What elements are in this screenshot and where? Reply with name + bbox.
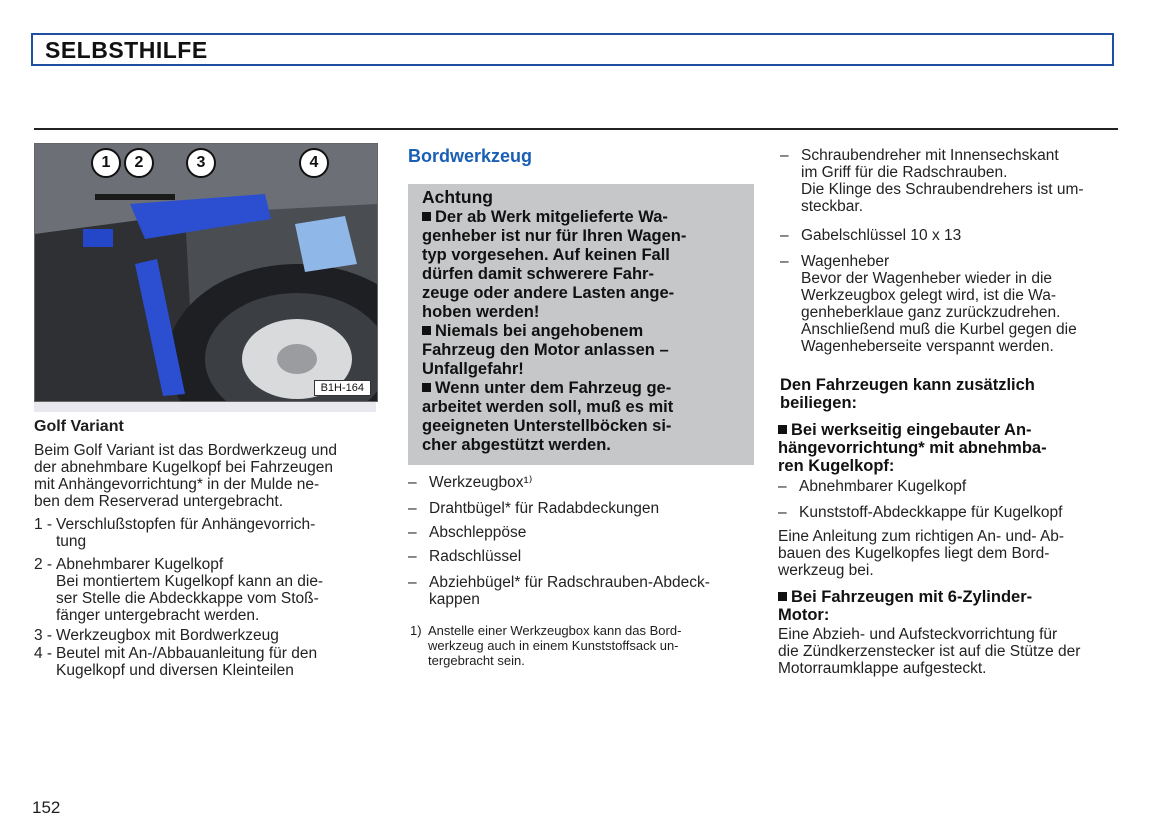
dash: –: [408, 474, 417, 491]
warning-line: Unfallgefahr!: [422, 360, 524, 378]
heading-line: ren Kugelkopf:: [778, 457, 895, 475]
footnote-line: Anstelle einer Werkzeugbox kann das Bord-: [428, 623, 682, 638]
chapter-title: SELBSTHILFE: [45, 37, 208, 63]
warning-line: Niemals bei angehobenem: [435, 322, 644, 340]
warning-line: Fahrzeug den Motor anlassen –: [422, 341, 669, 359]
dash: –: [408, 524, 417, 541]
warning-line: Wenn unter dem Fahrzeug ge-: [435, 379, 672, 397]
list-text: Drahtbügel* für Radabdeckungen: [429, 500, 660, 517]
callout-2: 2: [124, 148, 154, 178]
warning-line: geeigneten Unterstellböcken si-: [422, 417, 672, 435]
dash: –: [408, 548, 417, 565]
warning-line: genheber ist nur für Ihren Wagen-: [422, 227, 687, 245]
hitch-list: [778, 478, 1123, 528]
caption-title: Golf Variant: [34, 418, 124, 435]
legend-text: Bei montiertem Kugelkopf kann an die-: [56, 573, 324, 590]
list-text: Wagenheberseite verspannt werden.: [801, 338, 1054, 355]
legend-text: Kugelkopf und diversen Kleinteilen: [56, 662, 294, 679]
trunk-drawing: [35, 144, 377, 401]
list-text: Schraubendreher mit Innensechskant: [801, 147, 1059, 164]
intro-line: mit Anhängevorrichtung* in der Mulde ne-: [34, 476, 320, 493]
warning-para-3: [422, 379, 740, 455]
list-text: Kunststoff-Abdeckkappe für Kugelkopf: [799, 504, 1063, 521]
heading-line: Motor:: [778, 606, 830, 624]
list-text: Gabelschlüssel 10 x 13: [801, 227, 962, 244]
list-text: Abnehmbarer Kugelkopf: [799, 478, 967, 495]
list-text: kappen: [429, 591, 480, 608]
paragraph-line: die Zündkerzenstecker ist auf die Stütze der: [778, 643, 1081, 660]
bullet-square-icon: [422, 212, 431, 221]
dash: –: [778, 504, 787, 521]
section-rule: [34, 128, 1118, 130]
list-text: Abschleppöse: [429, 524, 527, 541]
paragraph-line: bauen des Kugelkopfes liegt dem Bord-: [778, 545, 1050, 562]
intro-paragraph: [34, 442, 379, 510]
tool-list: [408, 474, 758, 614]
hitch-paragraph: [778, 528, 1123, 579]
callout-1: 1: [91, 148, 121, 178]
list-text: Werkzeugbox gelegt wird, ist die Wa-: [801, 287, 1056, 304]
legend-number: 2 -: [34, 556, 53, 573]
heading-line: Den Fahrzeugen kann zusätzlich: [780, 376, 1035, 394]
warning-line: typ vorgesehen. Auf keinen Fall: [422, 246, 670, 264]
six-cylinder-paragraph: [778, 626, 1123, 677]
list-text: genheberklaue ganz zurückzudrehen.: [801, 304, 1061, 321]
intro-line: ben dem Reserverad untergebracht.: [34, 493, 284, 510]
page-number: 152: [32, 798, 61, 817]
warning-line: hoben werden!: [422, 303, 540, 321]
warning-heading: Achtung: [422, 187, 493, 207]
bullet-square-icon: [422, 326, 431, 335]
chapter-header: [31, 33, 1114, 66]
intro-line: Beim Golf Variant ist das Bordwerkzeug und: [34, 442, 337, 459]
bullet-square-icon: [778, 592, 787, 601]
list-text: Die Klinge des Schraubendrehers ist um-: [801, 181, 1084, 198]
heading-line: hängevorrichtung* mit abnehmba-: [778, 439, 1047, 457]
legend-number: 1 -: [34, 516, 53, 533]
additional-items-heading: [780, 376, 1125, 412]
warning-box: [408, 184, 754, 465]
legend-number: 3 -: [34, 627, 53, 644]
warning-para-2: [422, 322, 740, 379]
warning-line: dürfen damit schwerere Fahr-: [422, 265, 654, 283]
list-text: im Griff für die Radschrauben.: [801, 164, 1008, 181]
section-title: Bordwerkzeug: [408, 146, 533, 166]
hitch-heading: [778, 421, 1123, 475]
warning-line: Der ab Werk mitgelieferte Wa-: [435, 208, 668, 226]
list-text: Bevor der Wagenheber wieder in die: [801, 270, 1053, 287]
heading-line: Bei werkseitig eingebauter An-: [791, 421, 1032, 439]
dash: –: [780, 253, 789, 270]
dash: –: [780, 227, 789, 244]
warning-line: zeuge oder andere Lasten ange-: [422, 284, 675, 302]
list-text: Wagenheber: [801, 253, 890, 270]
callout-4: 4: [299, 148, 329, 178]
footnote-mark: 1): [410, 623, 422, 638]
bullet-square-icon: [422, 383, 431, 392]
legend-text: tung: [56, 533, 87, 550]
legend-text: Abnehmbarer Kugelkopf: [56, 556, 224, 573]
legend-list: [34, 516, 379, 686]
dash: –: [780, 147, 789, 164]
paragraph-line: werkzeug bei.: [778, 562, 874, 579]
warning-para-1: [422, 208, 740, 322]
paragraph-line: Eine Abzieh- und Aufsteckvorrichtung für: [778, 626, 1058, 643]
six-cylinder-heading: [778, 588, 1123, 624]
list-text: Werkzeugbox¹⁾: [429, 474, 533, 491]
bullet-square-icon: [778, 425, 787, 434]
right-tool-list: [780, 147, 1125, 367]
trunk-illustration: [34, 143, 378, 402]
warning-line: cher abgestützt werden.: [422, 436, 611, 454]
dash: –: [408, 574, 417, 591]
heading-line: Bei Fahrzeugen mit 6-Zylinder-: [791, 588, 1033, 606]
paragraph-line: Eine Anleitung zum richtigen An- und- Ab-: [778, 528, 1065, 545]
list-text: Anschließend muß die Kurbel gegen die: [801, 321, 1077, 338]
paragraph-line: Motorraumklappe aufgesteckt.: [778, 660, 987, 677]
caption-band: [34, 402, 376, 412]
warning-line: arbeitet werden soll, muß es mit: [422, 398, 674, 416]
intro-line: der abnehmbare Kugelkopf bei Fahrzeugen: [34, 459, 334, 476]
list-text: Abziehbügel* für Radschrauben-Abdeck-: [429, 574, 710, 591]
legend-text: ser Stelle die Abdeckkappe vom Stoß-: [56, 590, 319, 607]
legend-text: Beutel mit An-/Abbauanleitung für den: [56, 645, 318, 662]
legend-text: fänger untergebracht werden.: [56, 607, 260, 624]
legend-text: Verschlußstopfen für Anhängevorrich-: [56, 516, 316, 533]
legend-number: 4 -: [34, 645, 53, 662]
dash: –: [778, 478, 787, 495]
list-text: steckbar.: [801, 198, 864, 215]
footnote-line: tergebracht sein.: [428, 653, 525, 668]
heading-line: beiliegen:: [780, 394, 858, 412]
figure-label: B1H-164: [314, 380, 371, 396]
footnote-line: werkzeug auch in einem Kunststoffsack un-: [428, 638, 679, 653]
dash: –: [408, 500, 417, 517]
callout-3: 3: [186, 148, 216, 178]
list-text: Radschlüssel: [429, 548, 522, 565]
legend-text: Werkzeugbox mit Bordwerkzeug: [56, 627, 279, 644]
